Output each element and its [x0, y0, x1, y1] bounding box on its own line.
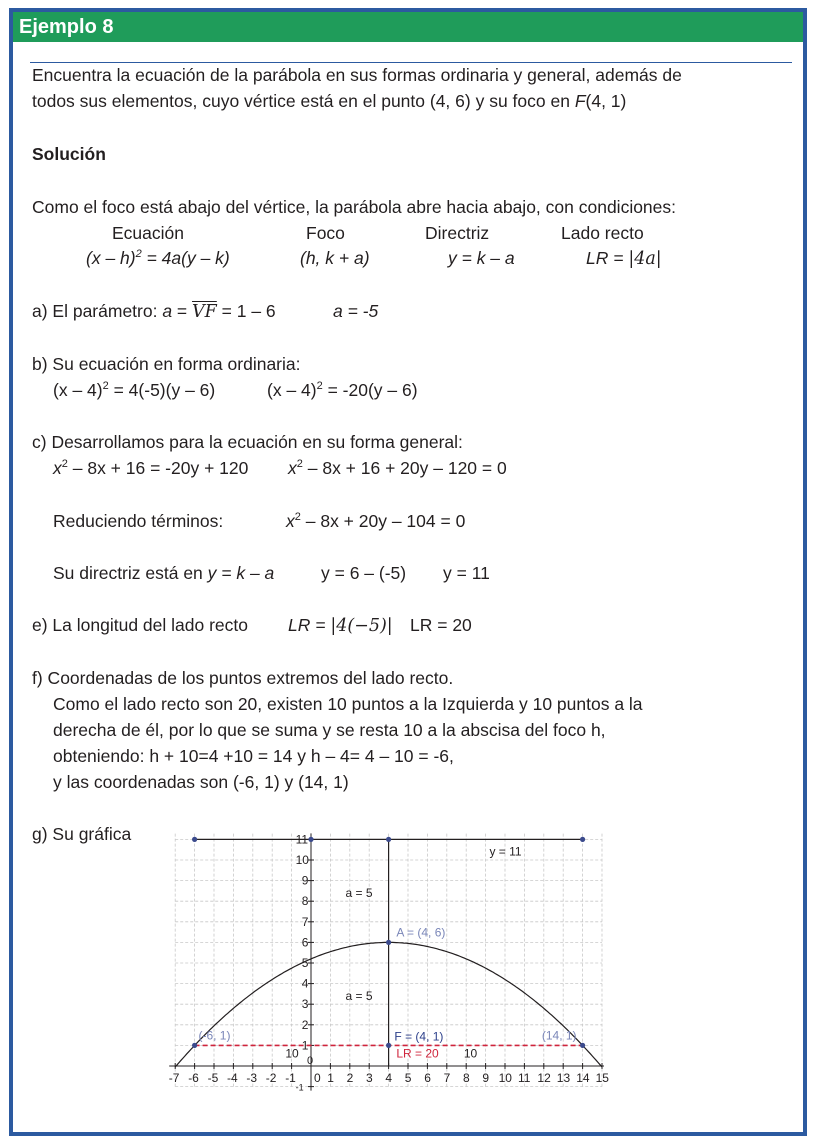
statement-line-1: Encuentra la ecuación de la parábola en sus formas ordinaria y general, además de — [32, 65, 682, 85]
y-tick-label: -1 — [295, 1082, 304, 1093]
item-f-line-4: y las coordenadas son (-6, 1) y (14, 1) — [53, 772, 349, 792]
item-f-title: f) Coordenadas de los puntos extremos del lado recto. — [32, 668, 454, 688]
item-e-eq1: LR = |4(−5)| — [288, 615, 393, 636]
x-tick-label: 9 — [482, 1071, 490, 1085]
y-tick-label: 8 — [301, 894, 309, 909]
directrix-label: y = 11 — [489, 844, 522, 859]
x-tick-label: -7 — [168, 1071, 180, 1085]
x-tick-label: 0 — [314, 1071, 321, 1085]
item-f-line-1: Como el lado recto son 20, existen 10 puntos a la Izquierda y 10 puntos a la — [53, 694, 643, 714]
x-tick-label: 14 — [576, 1071, 590, 1085]
item-f-line-2: derecha de él, por lo que se suma y se resta 10 a la abscisa del foco h, — [53, 720, 606, 740]
point-marker — [192, 1043, 197, 1048]
cond-header-foco: Foco — [306, 223, 345, 243]
x-tick-label: -1 — [285, 1071, 296, 1085]
latus-rectum-label: LR = 20 — [396, 1046, 439, 1061]
item-e-label: e) La longitud del lado recto — [32, 615, 248, 635]
item-c-eq2: $x^2 - 8x + 16 + 20y - 120 = 0$ — [288, 458, 507, 478]
x-tick-label: 8 — [463, 1071, 470, 1085]
x-tick-label: 5 — [404, 1071, 412, 1085]
y-tick-label: 2 — [301, 1017, 309, 1032]
example-title: Ejemplo 8 — [19, 16, 114, 38]
point-marker — [386, 1043, 391, 1048]
point-marker — [386, 837, 391, 842]
item-b-title: b) Su ecuación en forma ordinaria: — [32, 354, 301, 374]
x-tick-label: 1 — [327, 1071, 334, 1085]
item-c-eq1: $x^2 - 8x + 16 = -20y + 120$ — [53, 458, 249, 478]
item-a-result: a = -5 — [333, 301, 379, 321]
cond-ecuacion: (x – h)$^2$ = 4a(y – k) — [86, 248, 230, 268]
cond-directriz: y = k – a — [448, 248, 515, 268]
cond-lado-recto: LR = |4a| — [586, 248, 662, 269]
graph-annotation: 10 — [463, 1046, 478, 1061]
x-tick-label: 4 — [385, 1071, 393, 1085]
x-tick-label: -3 — [246, 1071, 258, 1085]
point-marker — [192, 837, 197, 842]
left-endpoint-label: (-6, 1) — [198, 1028, 231, 1043]
focus-label: F = (4, 1) — [394, 1029, 444, 1044]
statement-line-2: todos sus elementos, cuyo vértice está en el punto (4, 6) y su foco en F(4, 1) — [32, 91, 627, 111]
y-tick-label: 4 — [301, 976, 309, 991]
x-tick-label: -2 — [265, 1071, 277, 1085]
graph-annotation: a = 5 — [345, 885, 373, 900]
solution-title: Solución — [32, 144, 106, 164]
y-tick-label: 1 — [301, 1038, 309, 1053]
x-tick-label: -4 — [227, 1071, 238, 1085]
y-tick-label: 10 — [295, 853, 309, 867]
intro-text: Como el foco está abajo del vértice, la parábola abre hacia abajo, con condiciones: — [32, 197, 677, 217]
y-tick-label: 5 — [301, 956, 309, 970]
item-c-eq3: $x^2 - 8x + 20y - 104 = 0$ — [286, 511, 466, 531]
right-endpoint-label: (14, 1) — [541, 1028, 577, 1043]
vertex-label: A = (4, 6) — [396, 925, 446, 940]
cond-header-ecuacion: Ecuación — [112, 223, 184, 243]
item-f-line-3: obteniendo: h + 10=4 +10 = 14 y h – 4= 4 – 10 = -6, — [53, 746, 454, 766]
x-tick-label: -6 — [188, 1071, 199, 1085]
cond-foco: (h, k + a) — [300, 248, 370, 268]
graph-annotation: a = 5 — [345, 988, 373, 1003]
y-tick-label: 7 — [301, 914, 309, 929]
point-marker — [580, 1043, 585, 1048]
item-c-directriz-eq2: y = 6 – (-5) — [321, 563, 407, 583]
item-a: a) El parámetro: $a = \overline{VF} = 1 - 6$ — [32, 301, 276, 322]
x-tick-label: 2 — [346, 1071, 354, 1085]
y-tick-label: 3 — [301, 997, 309, 1012]
x-tick-label: 6 — [424, 1071, 431, 1085]
item-b-eq2: (x – 4)$^2$ = -20(y – 6) — [267, 380, 418, 400]
item-b-eq1: (x – 4)$^2$ = 4(-5)(y – 6) — [53, 380, 216, 400]
point-marker — [308, 837, 313, 842]
cond-header-lado-recto: Lado recto — [561, 223, 644, 243]
item-c-directriz-eq3: y = 11 — [443, 563, 490, 583]
cond-header-directriz: Directriz — [425, 223, 490, 243]
item-c-directriz: Su directriz está en y = k – a — [53, 563, 275, 583]
y-tick-label: 11 — [295, 832, 309, 847]
x-tick-label: 15 — [595, 1071, 609, 1085]
point-marker — [386, 940, 391, 945]
x-tick-label: 7 — [443, 1071, 451, 1085]
graph-annotation: 10 — [285, 1046, 299, 1061]
item-g-title: g) Su gráfica — [32, 824, 132, 844]
origin-label: 0 — [307, 1055, 314, 1067]
x-tick-label: 13 — [556, 1071, 571, 1085]
x-tick-label: 11 — [518, 1071, 531, 1085]
item-e-eq2: LR = 20 — [410, 615, 472, 635]
x-tick-label: -5 — [207, 1071, 219, 1085]
y-tick-label: 9 — [301, 873, 309, 888]
item-c-reduce-label: Reduciendo términos: — [53, 511, 224, 531]
point-marker — [580, 837, 585, 842]
graph-axes — [169, 833, 604, 1090]
x-tick-label: 10 — [498, 1071, 512, 1085]
item-c-title: c) Desarrollamos para la ecuación en su forma general: — [32, 432, 463, 452]
graph-marks — [175, 837, 602, 1067]
x-tick-label: 3 — [366, 1071, 373, 1085]
x-tick-label: 12 — [537, 1071, 551, 1085]
y-tick-label: 6 — [301, 935, 309, 950]
